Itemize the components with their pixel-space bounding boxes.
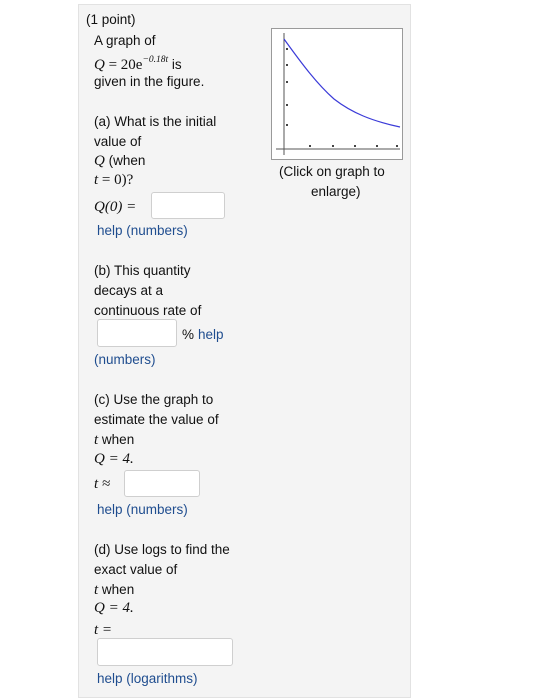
part-b-help-link[interactable]: help [198, 327, 224, 342]
var-t: t [94, 432, 99, 448]
part-c-line1: (c) Use the graph to [94, 392, 214, 407]
decay-curve [284, 39, 400, 127]
q0-label: Q(0) = [94, 199, 137, 215]
part-a-line4 [94, 172, 133, 188]
y-tick-marks [286, 48, 288, 126]
eq-rhs: = 20e [104, 57, 143, 73]
x-tick-marks [309, 145, 398, 147]
eq-exponent: −0.18t [142, 55, 169, 65]
t-exact-input[interactable] [97, 638, 233, 666]
part-d-line3 [94, 582, 134, 598]
part-a-line2: value of [94, 134, 142, 149]
part-a-help-link[interactable]: help (numbers) [97, 223, 188, 238]
intro-equation [94, 53, 182, 73]
part-c-line3-text: when [98, 432, 135, 447]
q0-answer-input[interactable] [151, 192, 225, 219]
var-q: Q [94, 153, 105, 169]
eq-tail: is [168, 57, 182, 72]
intro-line1: A graph of [94, 33, 156, 48]
part-d-help-link[interactable]: help (logarithms) [97, 671, 198, 686]
var-t: t [94, 582, 99, 598]
graph-thumbnail[interactable] [271, 28, 403, 160]
graph-caption-line2[interactable]: enlarge) [311, 184, 361, 199]
part-d-line1: (d) Use logs to find the [94, 542, 230, 557]
part-a-line4-text: = 0)? [98, 172, 134, 188]
percent-label: % [182, 327, 195, 342]
part-c-line4: Q = 4. [94, 451, 134, 467]
graph-caption-line1[interactable]: (Click on graph to [279, 164, 385, 179]
part-b-help-link-cont[interactable]: (numbers) [94, 352, 156, 367]
decay-rate-input[interactable] [97, 319, 177, 347]
eq-var-q: Q [94, 57, 105, 73]
part-c-line2: estimate the value of [94, 412, 219, 427]
part-b-line2: decays at a [94, 283, 164, 298]
part-a-line3 [94, 153, 145, 169]
t-exact-label: t = [94, 622, 113, 638]
part-b-line1: (b) This quantity [94, 263, 191, 278]
part-c-help-link[interactable]: help (numbers) [97, 502, 188, 517]
part-c-line3 [94, 432, 134, 448]
part-d-line4: Q = 4. [94, 600, 134, 616]
t-approx-label: t ≈ [94, 476, 111, 492]
points-label: (1 point) [86, 12, 136, 27]
t-estimate-input[interactable] [124, 470, 200, 497]
var-t: t [94, 172, 99, 188]
part-a-line1: (a) What is the initial [94, 114, 217, 129]
part-d-line3-text: when [98, 582, 135, 597]
part-b-line3: continuous rate of [94, 303, 202, 318]
intro-line3: given in the figure. [94, 74, 205, 89]
decay-graph [272, 29, 402, 159]
part-d-line2: exact value of [94, 562, 178, 577]
part-a-line3-text: (when [104, 153, 146, 168]
